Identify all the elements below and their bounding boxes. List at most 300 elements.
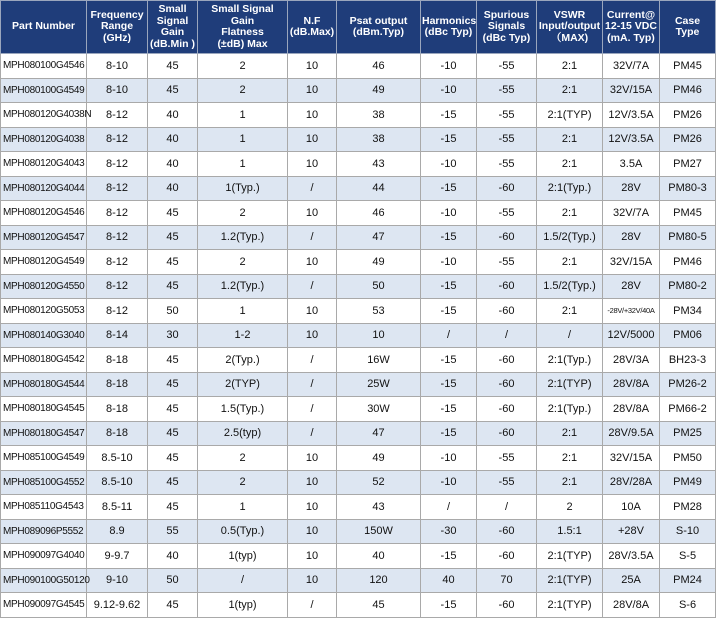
cell-vswr: 2:1 xyxy=(537,78,603,103)
cell-case-type: S-5 xyxy=(660,544,716,569)
header-row xyxy=(1,1,716,54)
cell-current: 32V/15A xyxy=(603,78,660,103)
cell-noise-figure: 10 xyxy=(288,78,337,103)
cell-part-number: MPH080120G4038 xyxy=(1,127,87,152)
cell-frequency-range: 8-12 xyxy=(87,127,148,152)
cell-current: 28V xyxy=(603,225,660,250)
cell-psat-output: 49 xyxy=(337,78,421,103)
cell-gain-flatness: 1.5(Typ.) xyxy=(198,397,288,422)
cell-case-type: PM80-3 xyxy=(660,176,716,201)
cell-spurious-signals: -60 xyxy=(477,299,537,324)
cell-vswr: 1.5:1 xyxy=(537,519,603,544)
cell-case-type: S-10 xyxy=(660,519,716,544)
cell-part-number: MPH080140G3040 xyxy=(1,323,87,348)
cell-part-number: MPH080100G4546 xyxy=(1,54,87,79)
cell-gain-flatness: 2 xyxy=(198,78,288,103)
cell-small-signal-gain: 45 xyxy=(148,470,198,495)
cell-vswr: 2:1 xyxy=(537,54,603,79)
cell-part-number: MPH080180G4547 xyxy=(1,421,87,446)
cell-noise-figure: 10 xyxy=(288,250,337,275)
cell-noise-figure: 10 xyxy=(288,54,337,79)
cell-noise-figure: / xyxy=(288,372,337,397)
cell-vswr: 2:1 xyxy=(537,446,603,471)
cell-part-number: MPH080120G4043 xyxy=(1,152,87,177)
cell-frequency-range: 8-12 xyxy=(87,201,148,226)
cell-harmonics: -15 xyxy=(421,274,477,299)
cell-spurious-signals: -55 xyxy=(477,54,537,79)
cell-noise-figure: 10 xyxy=(288,470,337,495)
cell-part-number: MPH080180G4544 xyxy=(1,372,87,397)
table-row xyxy=(1,299,716,324)
cell-current: 28V/28A xyxy=(603,470,660,495)
cell-part-number: MPH089096P5552 xyxy=(1,519,87,544)
cell-harmonics: -10 xyxy=(421,78,477,103)
cell-case-type: PM46 xyxy=(660,78,716,103)
cell-frequency-range: 8-14 xyxy=(87,323,148,348)
cell-spurious-signals: -55 xyxy=(477,152,537,177)
cell-gain-flatness: 2 xyxy=(198,446,288,471)
cell-frequency-range: 8.5-10 xyxy=(87,446,148,471)
cell-psat-output: 30W xyxy=(337,397,421,422)
cell-frequency-range: 8-12 xyxy=(87,274,148,299)
cell-harmonics: -30 xyxy=(421,519,477,544)
cell-current: 28V/8A xyxy=(603,593,660,618)
cell-spurious-signals: -55 xyxy=(477,127,537,152)
cell-frequency-range: 8-18 xyxy=(87,421,148,446)
cell-case-type: PM27 xyxy=(660,152,716,177)
cell-noise-figure: 10 xyxy=(288,544,337,569)
cell-gain-flatness: 1(typ) xyxy=(198,593,288,618)
cell-part-number: MPH090100G50120 xyxy=(1,568,87,593)
cell-harmonics: -15 xyxy=(421,544,477,569)
cell-spurious-signals: -60 xyxy=(477,544,537,569)
cell-part-number: MPH090097G4040 xyxy=(1,544,87,569)
header-case-type xyxy=(660,1,716,54)
cell-small-signal-gain: 40 xyxy=(148,127,198,152)
cell-part-number: MPH080120G4546 xyxy=(1,201,87,226)
cell-part-number: MPH080120G4038N xyxy=(1,103,87,128)
cell-vswr: 2:1(TYP) xyxy=(537,593,603,618)
cell-spurious-signals: -55 xyxy=(477,470,537,495)
cell-spurious-signals: -60 xyxy=(477,397,537,422)
cell-noise-figure: 10 xyxy=(288,127,337,152)
cell-case-type: BH23-3 xyxy=(660,348,716,373)
header-line: (dB.Min ) xyxy=(150,37,195,50)
header-line: VSWR xyxy=(553,8,586,21)
cell-gain-flatness: / xyxy=(198,568,288,593)
cell-harmonics: -10 xyxy=(421,54,477,79)
cell-small-signal-gain: 45 xyxy=(148,225,198,250)
header-line: (dBc Typ) xyxy=(482,31,531,44)
cell-frequency-range: 8-12 xyxy=(87,176,148,201)
cell-vswr: 2:1(Typ.) xyxy=(537,348,603,373)
cell-spurious-signals: -60 xyxy=(477,372,537,397)
header-line: Range xyxy=(100,20,134,33)
cell-part-number: MPH080100G4549 xyxy=(1,78,87,103)
header-line: Spurious xyxy=(483,8,530,21)
cell-frequency-range: 8.5-10 xyxy=(87,470,148,495)
cell-harmonics: -15 xyxy=(421,225,477,250)
cell-part-number: MPH080120G4549 xyxy=(1,250,87,275)
cell-vswr: 2:1 xyxy=(537,421,603,446)
cell-harmonics: -15 xyxy=(421,176,477,201)
cell-small-signal-gain: 50 xyxy=(148,568,198,593)
cell-frequency-range: 8-18 xyxy=(87,348,148,373)
cell-harmonics: / xyxy=(421,323,477,348)
cell-noise-figure: / xyxy=(288,593,337,618)
cell-part-number: MPH080120G4547 xyxy=(1,225,87,250)
header-line: Signal xyxy=(156,14,189,27)
cell-gain-flatness: 2 xyxy=(198,470,288,495)
cell-vswr: 1.5/2(Typ.) xyxy=(537,225,603,250)
cell-frequency-range: 9.12-9.62 xyxy=(87,593,148,618)
header-line: Input/output xyxy=(538,20,601,33)
cell-current: 25A xyxy=(603,568,660,593)
cell-spurious-signals: -60 xyxy=(477,519,537,544)
table-row xyxy=(1,78,716,103)
cell-case-type: PM26 xyxy=(660,127,716,152)
table-row xyxy=(1,201,716,226)
cell-psat-output: 25W xyxy=(337,372,421,397)
cell-spurious-signals: -60 xyxy=(477,225,537,250)
cell-spurious-signals: -55 xyxy=(477,250,537,275)
cell-psat-output: 43 xyxy=(337,495,421,520)
header-line: (dB.Max) xyxy=(289,26,335,38)
cell-small-signal-gain: 45 xyxy=(148,250,198,275)
table-row xyxy=(1,323,716,348)
table-row xyxy=(1,446,716,471)
header-line: Small Signal xyxy=(211,3,274,15)
cell-vswr: 2:1 xyxy=(537,127,603,152)
cell-gain-flatness: 2 xyxy=(198,250,288,275)
cell-small-signal-gain: 45 xyxy=(148,397,198,422)
cell-vswr: 2:1(TYP) xyxy=(537,103,603,128)
cell-noise-figure: / xyxy=(288,421,337,446)
cell-case-type: PM06 xyxy=(660,323,716,348)
cell-frequency-range: 8-12 xyxy=(87,152,148,177)
cell-spurious-signals: / xyxy=(477,495,537,520)
cell-gain-flatness: 1(typ) xyxy=(198,544,288,569)
table-row xyxy=(1,348,716,373)
cell-gain-flatness: 2 xyxy=(198,54,288,79)
cell-noise-figure: 10 xyxy=(288,568,337,593)
cell-case-type: PM50 xyxy=(660,446,716,471)
cell-spurious-signals: -55 xyxy=(477,201,537,226)
cell-case-type: PM26-2 xyxy=(660,372,716,397)
cell-gain-flatness: 2.5(typ) xyxy=(198,421,288,446)
cell-psat-output: 120 xyxy=(337,568,421,593)
cell-psat-output: 40 xyxy=(337,544,421,569)
cell-current: 12V/3.5A xyxy=(603,103,660,128)
table-row xyxy=(1,568,716,593)
cell-noise-figure: 10 xyxy=(288,495,337,520)
cell-spurious-signals: -60 xyxy=(477,348,537,373)
cell-psat-output: 43 xyxy=(337,152,421,177)
cell-spurious-signals: -55 xyxy=(477,103,537,128)
cell-part-number: MPH080180G4545 xyxy=(1,397,87,422)
cell-gain-flatness: 1 xyxy=(198,127,288,152)
cell-spurious-signals: 70 xyxy=(477,568,537,593)
cell-case-type: PM80-5 xyxy=(660,225,716,250)
cell-harmonics: -15 xyxy=(421,127,477,152)
cell-frequency-range: 8.5-11 xyxy=(87,495,148,520)
cell-psat-output: 49 xyxy=(337,250,421,275)
cell-harmonics: -15 xyxy=(421,372,477,397)
header-line: Type xyxy=(675,26,700,38)
table-row xyxy=(1,225,716,250)
cell-vswr: 2:1 xyxy=(537,152,603,177)
cell-small-signal-gain: 40 xyxy=(148,103,198,128)
cell-vswr: 2:1 xyxy=(537,470,603,495)
cell-frequency-range: 8-12 xyxy=(87,103,148,128)
cell-vswr: 2:1(TYP) xyxy=(537,372,603,397)
cell-gain-flatness: 1 xyxy=(198,103,288,128)
cell-case-type: PM26 xyxy=(660,103,716,128)
cell-small-signal-gain: 45 xyxy=(148,78,198,103)
cell-current: 32V/15A xyxy=(603,446,660,471)
cell-frequency-range: 8-10 xyxy=(87,78,148,103)
cell-vswr: 2:1 xyxy=(537,250,603,275)
cell-psat-output: 46 xyxy=(337,54,421,79)
header-spurious-signals xyxy=(477,1,537,54)
cell-harmonics: -10 xyxy=(421,470,477,495)
cell-spurious-signals: -60 xyxy=(477,421,537,446)
cell-psat-output: 50 xyxy=(337,274,421,299)
table-row xyxy=(1,593,716,618)
cell-gain-flatness: 1.2(Typ.) xyxy=(198,274,288,299)
header-line: Signals xyxy=(487,20,526,33)
cell-gain-flatness: 2(TYP) xyxy=(198,372,288,397)
cell-gain-flatness: 1(Typ.) xyxy=(198,176,288,201)
cell-psat-output: 10 xyxy=(337,323,421,348)
header-part-number xyxy=(1,1,87,54)
table-row xyxy=(1,544,716,569)
cell-current: 28V/8A xyxy=(603,372,660,397)
cell-spurious-signals: / xyxy=(477,323,537,348)
cell-harmonics: -15 xyxy=(421,103,477,128)
cell-vswr: 2:1(Typ.) xyxy=(537,176,603,201)
cell-part-number: MPH080180G4542 xyxy=(1,348,87,373)
cell-case-type: PM34 xyxy=(660,299,716,324)
cell-gain-flatness: 1.2(Typ.) xyxy=(198,225,288,250)
cell-harmonics: -10 xyxy=(421,201,477,226)
cell-gain-flatness: 2 xyxy=(198,201,288,226)
header-line: Frequency xyxy=(90,8,144,21)
cell-spurious-signals: -55 xyxy=(477,78,537,103)
header-harmonics xyxy=(421,1,477,54)
cell-small-signal-gain: 45 xyxy=(148,421,198,446)
cell-harmonics: -15 xyxy=(421,593,477,618)
header-current xyxy=(603,1,660,54)
cell-noise-figure: 10 xyxy=(288,103,337,128)
cell-case-type: PM28 xyxy=(660,495,716,520)
cell-case-type: PM25 xyxy=(660,421,716,446)
cell-current: +28V xyxy=(603,519,660,544)
cell-spurious-signals: -55 xyxy=(477,446,537,471)
table-body xyxy=(1,54,716,618)
cell-small-signal-gain: 40 xyxy=(148,176,198,201)
cell-psat-output: 47 xyxy=(337,225,421,250)
cell-small-signal-gain: 40 xyxy=(148,544,198,569)
table-row xyxy=(1,127,716,152)
cell-frequency-range: 8-10 xyxy=(87,54,148,79)
cell-psat-output: 45 xyxy=(337,593,421,618)
cell-harmonics: -10 xyxy=(421,250,477,275)
header-line: (±dB) Max xyxy=(217,37,268,50)
cell-case-type: PM66-2 xyxy=(660,397,716,422)
table-row xyxy=(1,372,716,397)
cell-vswr: 2:1 xyxy=(537,201,603,226)
cell-harmonics: -15 xyxy=(421,299,477,324)
cell-small-signal-gain: 45 xyxy=(148,372,198,397)
cell-small-signal-gain: 45 xyxy=(148,274,198,299)
cell-spurious-signals: -60 xyxy=(477,593,537,618)
cell-noise-figure: / xyxy=(288,397,337,422)
cell-harmonics: -10 xyxy=(421,152,477,177)
cell-current: 12V/5000 xyxy=(603,323,660,348)
cell-gain-flatness: 1 xyxy=(198,152,288,177)
cell-part-number: MPH090097G4545 xyxy=(1,593,87,618)
table-row xyxy=(1,103,716,128)
cell-psat-output: 47 xyxy=(337,421,421,446)
cell-small-signal-gain: 45 xyxy=(148,495,198,520)
cell-small-signal-gain: 55 xyxy=(148,519,198,544)
header-noise-figure xyxy=(288,1,337,54)
header-small-signal-gain xyxy=(148,1,198,54)
cell-gain-flatness: 2(Typ.) xyxy=(198,348,288,373)
cell-gain-flatness: 1-2 xyxy=(198,323,288,348)
cell-case-type: PM49 xyxy=(660,470,716,495)
cell-noise-figure: 10 xyxy=(288,299,337,324)
header-line: Harmonics xyxy=(422,14,477,27)
cell-vswr: 2:1(TYP) xyxy=(537,568,603,593)
table-row xyxy=(1,470,716,495)
cell-current: 32V/7A xyxy=(603,54,660,79)
cell-current: 12V/3.5A xyxy=(603,127,660,152)
header-line: Case xyxy=(674,14,701,27)
cell-vswr: 2 xyxy=(537,495,603,520)
cell-part-number: MPH085110G4543 xyxy=(1,495,87,520)
table-row xyxy=(1,519,716,544)
header-line: Gain xyxy=(160,26,185,38)
cell-frequency-range: 8-12 xyxy=(87,250,148,275)
cell-psat-output: 16W xyxy=(337,348,421,373)
cell-vswr: 2:1 xyxy=(537,299,603,324)
cell-vswr: 2:1(TYP) xyxy=(537,544,603,569)
table-row xyxy=(1,421,716,446)
header-line: Psat output xyxy=(349,14,408,27)
cell-part-number: MPH085100G4552 xyxy=(1,470,87,495)
cell-frequency-range: 8-12 xyxy=(87,299,148,324)
cell-part-number: MPH080120G4044 xyxy=(1,176,87,201)
cell-current: 28V/9.5A xyxy=(603,421,660,446)
header-line: (dBm.Typ) xyxy=(352,26,405,38)
cell-small-signal-gain: 45 xyxy=(148,201,198,226)
header-line: (GHz) xyxy=(103,31,131,44)
cell-harmonics: 40 xyxy=(421,568,477,593)
cell-frequency-range: 9-10 xyxy=(87,568,148,593)
cell-spurious-signals: -60 xyxy=(477,176,537,201)
header-line: N.F xyxy=(303,14,321,27)
cell-noise-figure: / xyxy=(288,225,337,250)
cell-psat-output: 150W xyxy=(337,519,421,544)
cell-small-signal-gain: 50 xyxy=(148,299,198,324)
header-psat-output xyxy=(337,1,421,54)
cell-psat-output: 46 xyxy=(337,201,421,226)
cell-small-signal-gain: 45 xyxy=(148,593,198,618)
cell-noise-figure: / xyxy=(288,348,337,373)
cell-current: 32V/15A xyxy=(603,250,660,275)
cell-current: 28V/3.5A xyxy=(603,544,660,569)
table-row xyxy=(1,176,716,201)
cell-harmonics: / xyxy=(421,495,477,520)
header-line: Current@ xyxy=(606,8,656,21)
header-frequency-range xyxy=(87,1,148,54)
cell-frequency-range: 9-9.7 xyxy=(87,544,148,569)
cell-case-type: PM80-2 xyxy=(660,274,716,299)
cell-psat-output: 52 xyxy=(337,470,421,495)
cell-current: 28V xyxy=(603,176,660,201)
cell-psat-output: 53 xyxy=(337,299,421,324)
cell-current: 10A xyxy=(603,495,660,520)
header-line: (dBc Typ) xyxy=(424,26,473,38)
header-gain-flatness xyxy=(198,1,288,54)
header-line: (mA. Typ) xyxy=(607,31,655,44)
cell-harmonics: -10 xyxy=(421,446,477,471)
cell-small-signal-gain: 45 xyxy=(148,446,198,471)
header-line: （MAX) xyxy=(550,31,589,44)
cell-small-signal-gain: 45 xyxy=(148,54,198,79)
cell-harmonics: -15 xyxy=(421,348,477,373)
cell-noise-figure: / xyxy=(288,176,337,201)
cell-case-type: PM46 xyxy=(660,250,716,275)
cell-current: -28V/+32V/40A xyxy=(603,299,660,324)
cell-spurious-signals: -60 xyxy=(477,274,537,299)
cell-current: 32V/7A xyxy=(603,201,660,226)
cell-psat-output: 38 xyxy=(337,127,421,152)
table-row xyxy=(1,495,716,520)
table-row xyxy=(1,274,716,299)
cell-noise-figure: 10 xyxy=(288,446,337,471)
cell-psat-output: 38 xyxy=(337,103,421,128)
cell-frequency-range: 8-12 xyxy=(87,225,148,250)
header-line: Flatness xyxy=(221,26,264,38)
table-row xyxy=(1,152,716,177)
cell-case-type: PM24 xyxy=(660,568,716,593)
cell-case-type: PM45 xyxy=(660,201,716,226)
table-row xyxy=(1,54,716,79)
table-row xyxy=(1,397,716,422)
cell-current: 3.5A xyxy=(603,152,660,177)
cell-noise-figure: 10 xyxy=(288,323,337,348)
cell-vswr: / xyxy=(537,323,603,348)
cell-harmonics: -15 xyxy=(421,421,477,446)
cell-part-number: MPH080120G4550 xyxy=(1,274,87,299)
cell-case-type: PM45 xyxy=(660,54,716,79)
header-vswr xyxy=(537,1,603,54)
cell-current: 28V/3A xyxy=(603,348,660,373)
cell-frequency-range: 8-18 xyxy=(87,397,148,422)
header-line: Gain xyxy=(230,14,255,27)
header-line: 12-15 VDC xyxy=(605,20,657,33)
cell-vswr: 2:1(Typ.) xyxy=(537,397,603,422)
cell-part-number: MPH085100G4549 xyxy=(1,446,87,471)
cell-current: 28V xyxy=(603,274,660,299)
cell-psat-output: 49 xyxy=(337,446,421,471)
cell-vswr: 1.5/2(Typ.) xyxy=(537,274,603,299)
cell-psat-output: 44 xyxy=(337,176,421,201)
cell-noise-figure: / xyxy=(288,274,337,299)
